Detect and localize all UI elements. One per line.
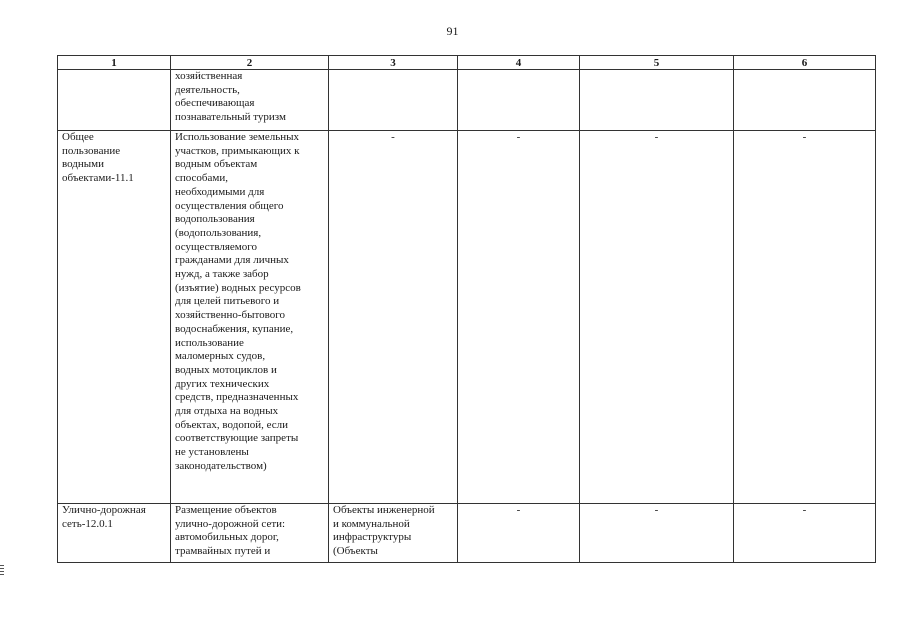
table-cell-col5: - — [580, 131, 734, 504]
column-header-1: 1 — [58, 56, 171, 70]
table-row — [58, 131, 876, 504]
table-cell-col3: - — [329, 131, 458, 504]
column-header-4: 4 — [458, 56, 580, 70]
table-cell-col4 — [458, 70, 580, 131]
table-cell-description: Размещение объектов улично-дорожной сети: автомобильных дорог, трамвайных путей и — [171, 504, 329, 563]
table-cell-col6: - — [734, 131, 876, 504]
table-row — [58, 504, 876, 563]
table-cell-use-type: Улично-дорожная сеть-12.0.1 — [58, 504, 171, 563]
table-cell-col3 — [329, 70, 458, 131]
table-row — [58, 70, 876, 131]
table-cell-col6: - — [734, 504, 876, 563]
table-cell-col5: - — [580, 504, 734, 563]
table-cell-use-type — [58, 70, 171, 131]
land-use-table — [57, 55, 876, 563]
page-number: 91 — [446, 24, 459, 38]
table-header-row — [58, 56, 876, 70]
column-header-6: 6 — [734, 56, 876, 70]
scan-margin-mark — [0, 565, 4, 577]
table-cell-col4: - — [458, 131, 580, 504]
column-header-5: 5 — [580, 56, 734, 70]
table-cell-col4: - — [458, 504, 580, 563]
column-header-2: 2 — [171, 56, 329, 70]
table-cell-description: Использование земельных участков, примыкающих к водным объектам способами, необходимыми для осуществления общего водопользования (водопользования, осуществляемого гражданами для личных нужд, а также забор (изъятие) водных ресурсов для целей питьевого и хозяйственно-бытового водоснабжения, купание, использование маломерных судов, водных мотоциклов и других технических средств, предназначенных для отдыха на водных объектах, водопой, если соответствующие запреты не установлены законодательством) — [171, 131, 329, 504]
table-cell-description: хозяйственная деятельность, обеспечивающая познавательный туризм — [171, 70, 329, 131]
table-cell-col3: Объекты инженерной и коммунальной инфраструктуры (Объекты — [329, 504, 458, 563]
column-header-3: 3 — [329, 56, 458, 70]
table-cell-col6 — [734, 70, 876, 131]
table-cell-col5 — [580, 70, 734, 131]
table-cell-use-type: Общее пользование водными объектами-11.1 — [58, 131, 171, 504]
